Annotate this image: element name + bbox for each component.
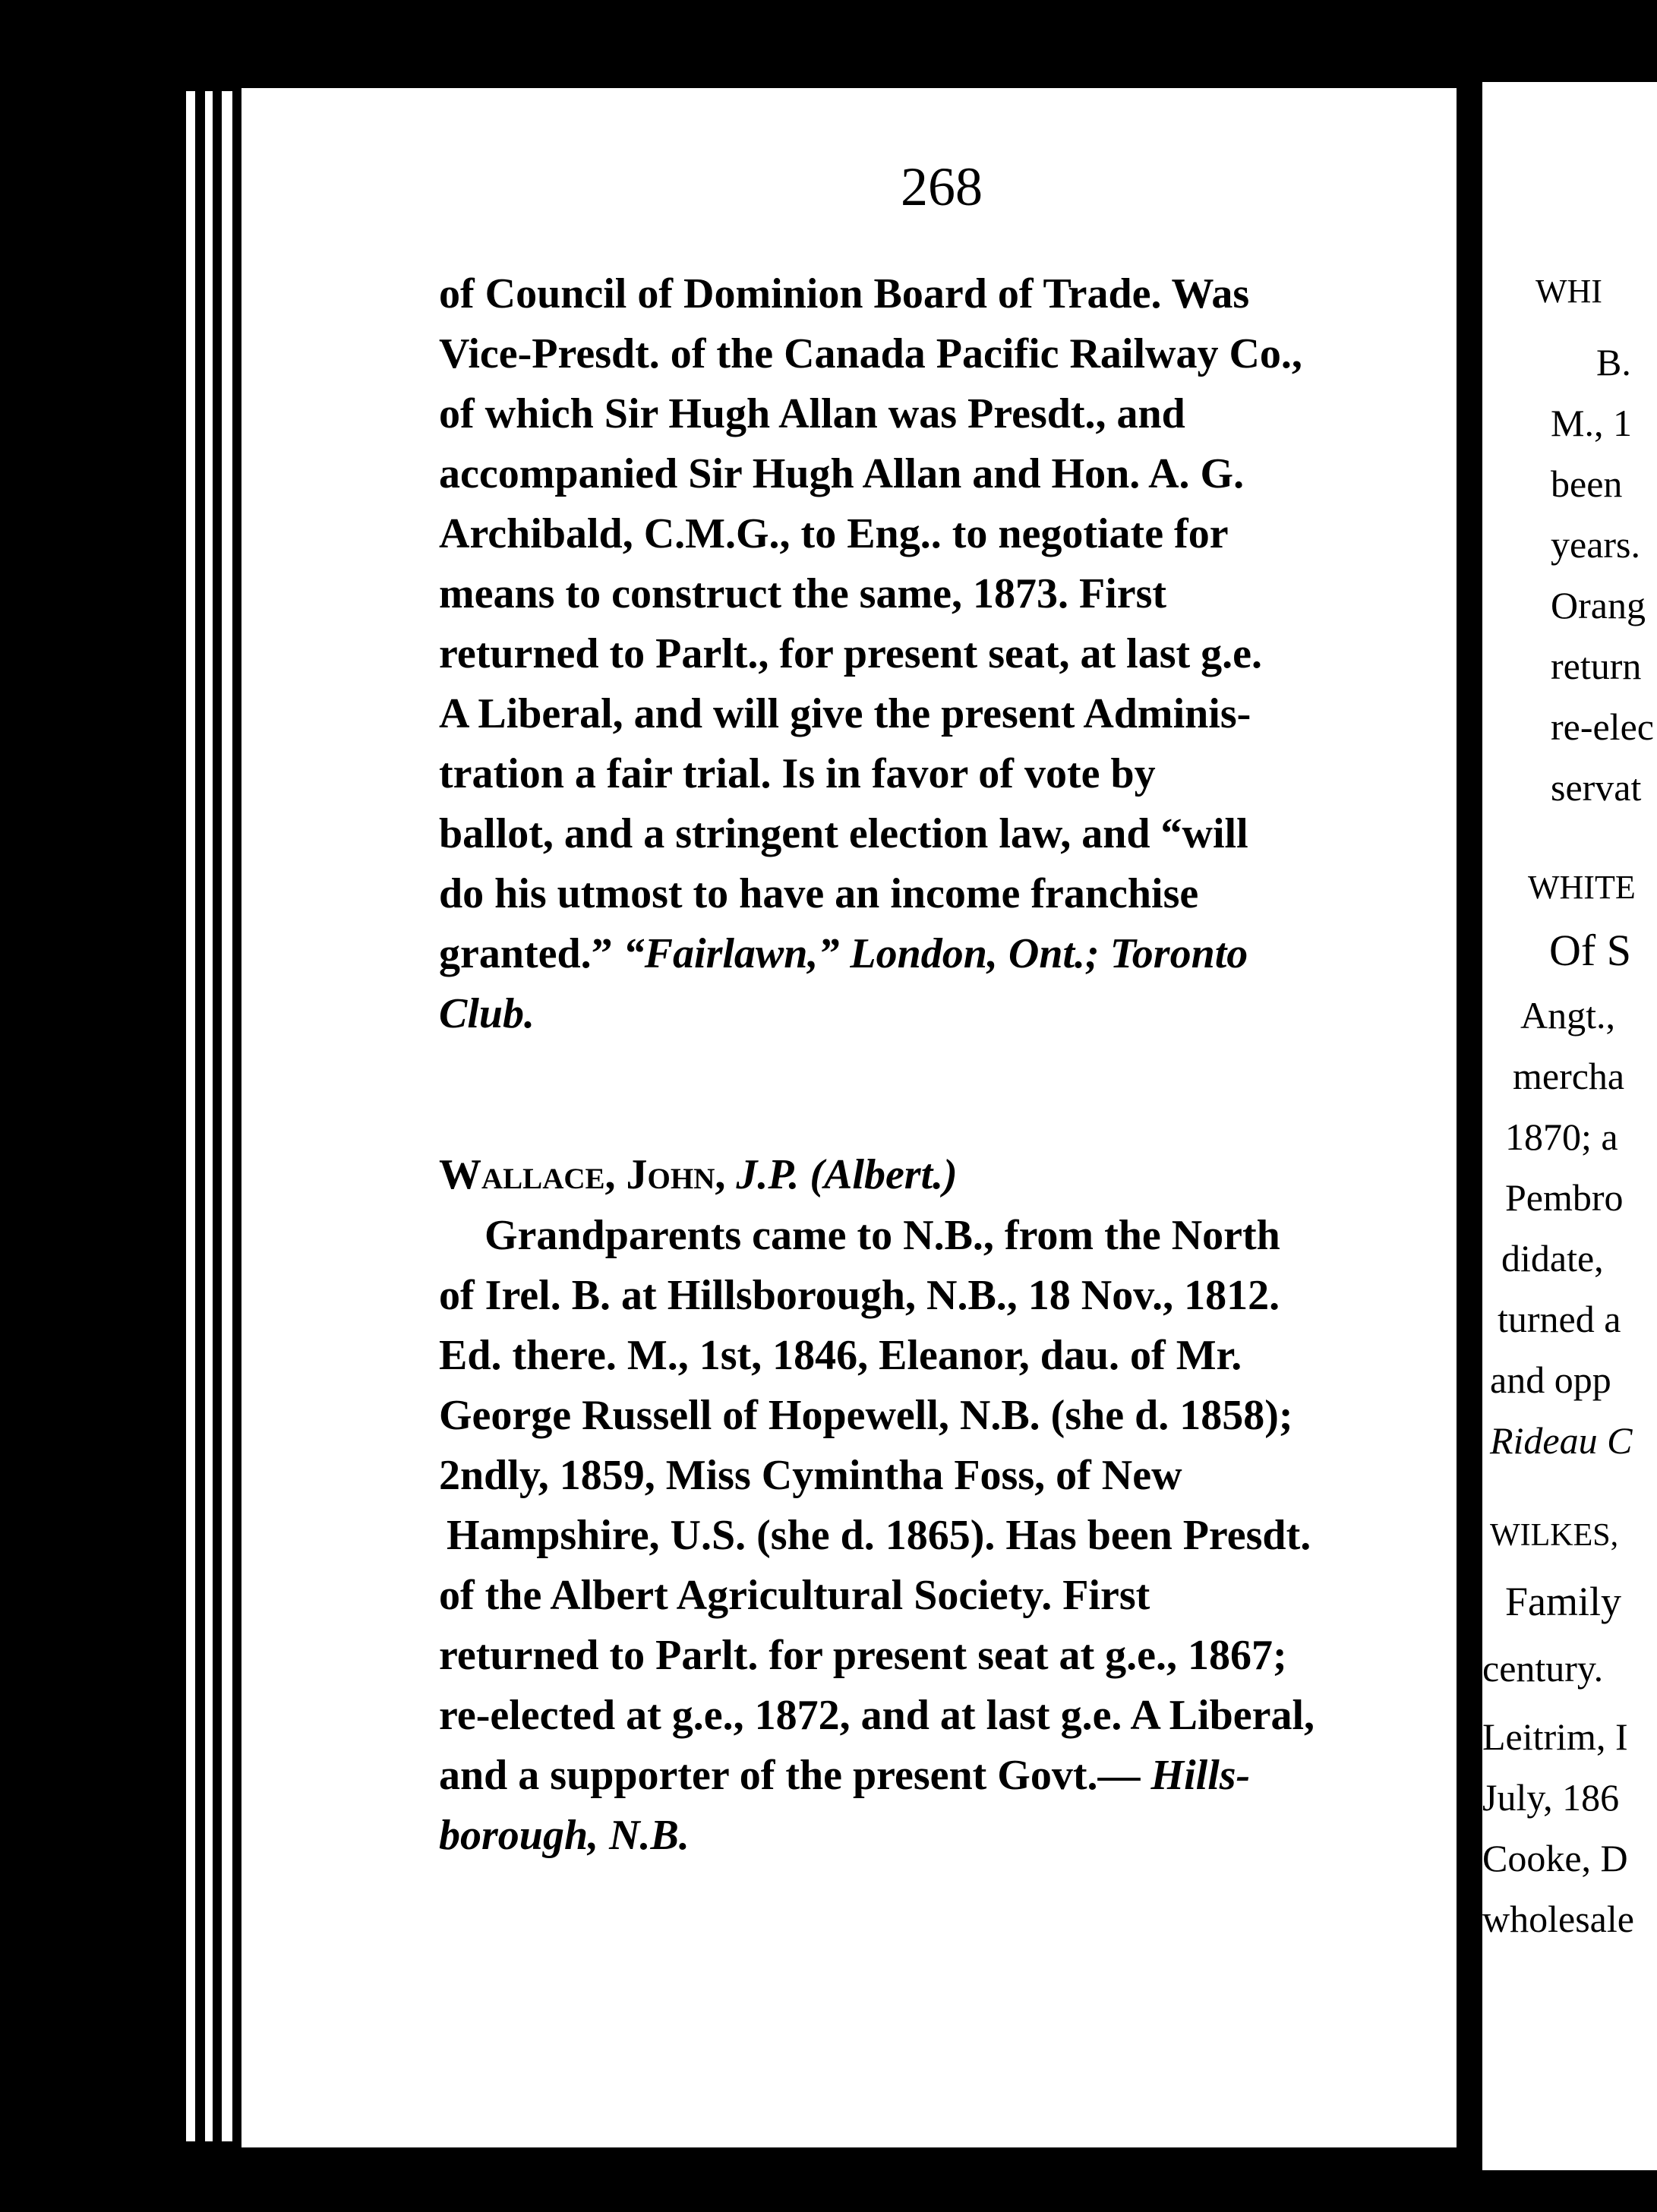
adjacent-text-fragment: and opp [1490, 1358, 1611, 1401]
adjacent-text-fragment: July, 186 [1482, 1776, 1620, 1819]
text-segment: granted.” [439, 930, 613, 977]
address-italic: borough, N.B. [439, 1812, 690, 1859]
text-line: Archibald, C.M.G., to Eng.. to negotiate for [439, 510, 1229, 557]
entry-heading [439, 1150, 958, 1199]
text-line: ballot, and a stringent election law, and “will [439, 810, 1248, 857]
adjacent-text-fragment: Family [1505, 1579, 1622, 1624]
text-line: re-elected at g.e., 1872, and at last g.e. A Liberal, [439, 1692, 1315, 1739]
address-italic: Club. [439, 990, 535, 1037]
entry-riding: (Albert.) [810, 1151, 958, 1198]
adjacent-text-fragment: Leitrim, I [1482, 1715, 1628, 1758]
adjacent-text-fragment: been [1551, 462, 1623, 505]
entry-surname: Wallace, [439, 1151, 616, 1198]
adjacent-text-fragment: mercha [1513, 1055, 1625, 1097]
adjacent-text-fragment: turned a [1498, 1298, 1621, 1340]
entry-forename: John, [626, 1151, 726, 1198]
page-edge-strip [186, 91, 195, 2141]
adjacent-text-fragment: 1870; a [1505, 1115, 1618, 1158]
adjacent-page [1482, 82, 1657, 2170]
text-line: George Russell of Hopewell, N.B. (she d. 1858); [439, 1392, 1293, 1439]
text-segment: and a supporter of the present Govt.— [439, 1752, 1141, 1799]
text-line [439, 929, 1248, 978]
text-line [439, 1811, 690, 1860]
adjacent-text-fragment: WHITE [1528, 869, 1636, 906]
adjacent-text-fragment: servat [1551, 766, 1642, 809]
text-line: 2ndly, 1859, Miss Cymintha Foss, of New [439, 1452, 1182, 1499]
page-edge-strip [222, 91, 232, 2141]
adjacent-text-fragment: re-elec [1551, 705, 1654, 748]
adjacent-text-fragment: Pembro [1505, 1176, 1624, 1219]
text-line: Ed. there. M., 1st, 1846, Eleanor, dau. of Mr. [439, 1332, 1242, 1379]
text-line: accompanied Sir Hugh Allan and Hon. A. G. [439, 450, 1245, 497]
adjacent-text-fragment: Angt., [1520, 994, 1615, 1037]
adjacent-text-fragment: WILKES, [1490, 1518, 1619, 1553]
page-edge-strip [205, 91, 213, 2141]
adjacent-text-fragment: WHI [1535, 273, 1602, 310]
text-line: Vice-Presdt. of the Canada Pacific Railway Co., [439, 330, 1302, 377]
adjacent-text-fragment: Of S [1549, 926, 1631, 975]
adjacent-text-fragment: century. [1482, 1647, 1604, 1690]
adjacent-text-fragment: Cooke, D [1482, 1837, 1628, 1879]
adjacent-text-fragment: Rideau C [1490, 1419, 1633, 1462]
page-bottom-edge [296, 2163, 1481, 2167]
adjacent-text-fragment: return [1551, 645, 1642, 687]
adjacent-text-fragment: years. [1551, 523, 1640, 566]
text-line: of Irel. B. at Hillsborough, N.B., 18 Nov., 1812. [439, 1272, 1280, 1319]
entry-title: J.P. [736, 1151, 800, 1198]
address-italic: Hills- [1150, 1752, 1251, 1799]
text-line: do his utmost to have an income franchise [439, 870, 1199, 917]
address-italic: “Fairlawn,” London, Ont.; Toronto [623, 930, 1248, 977]
text-line: A Liberal, and will give the present Adminis- [439, 690, 1251, 737]
adjacent-text-fragment: Orang [1551, 584, 1646, 626]
adjacent-text-fragment: B. [1596, 341, 1631, 383]
adjacent-text-fragment: didate, [1501, 1237, 1604, 1280]
text-line [439, 1751, 1250, 1800]
text-line: Hampshire, U.S. (she d. 1865). Has been Presdt. [447, 1512, 1311, 1559]
text-line: of Council of Dominion Board of Trade. Was [439, 270, 1250, 317]
text-line: returned to Parlt. for present seat at g.e., 1867; [439, 1632, 1287, 1679]
text-line [439, 989, 535, 1038]
text-line: returned to Parlt., for present seat, at last g.e. [439, 630, 1262, 677]
text-line: means to construct the same, 1873. First [439, 570, 1167, 617]
adjacent-text-fragment: wholesale [1482, 1898, 1634, 1940]
adjacent-text-fragment: M., 1 [1551, 402, 1632, 444]
text-line: tration a fair trial. Is in favor of vote by [439, 750, 1156, 797]
text-line: of which Sir Hugh Allan was Presdt., and [439, 390, 1185, 437]
text-line: Grandparents came to N.B., from the North [484, 1212, 1280, 1259]
text-line: of the Albert Agricultural Society. First [439, 1572, 1150, 1619]
page-number: 268 [901, 156, 983, 217]
